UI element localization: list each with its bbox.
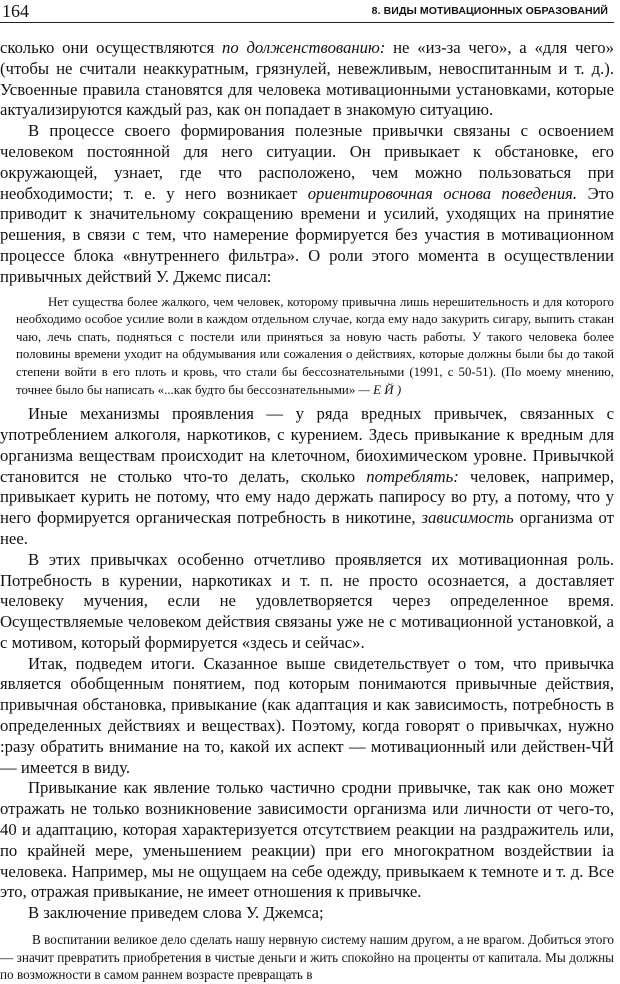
page-number: 164: [2, 1, 29, 21]
text-run: Это приводит к значительному сокращению времени и усилий, уходящих на принятие решения, в связи с тем, что намерение формируется без участия в мотивационном процессе блока «внутреннего фильтра». О роли этого момента в осуществлении привычных действий У. Джемс писал:: [0, 183, 614, 286]
text-run: человек, например, привыкает курить не потому, что ему надо держать папиросу во рту, а потому, что у него формируется органическая потребность в никотине,: [0, 466, 615, 528]
paragraph-7: В заключение приведем слова У. Джемса;: [28, 903, 324, 923]
italic-term: потреблять:: [366, 466, 459, 486]
running-header: 8. ВИДЫ МОТИВАЦИОННЫХ ОБРАЗОВАНИЙ: [371, 5, 608, 17]
block-quote-james: [16, 294, 614, 400]
text-run: организма от нее.: [0, 508, 614, 548]
paragraph-5: Итак, подведем итоги. Сказанное выше свидетельствует о том, что привычка является обобщенным понятием, под которым понимаются привычные действия, привычная обстановка, привыкание (как адаптация и как зависимость, потребность в определенных действиях и веществах). Поэтому, когда говорят о привычках, нужно :разу обратить внимание на то, какой их аспект — мотивационный или действен-ЧЙ — имеется в виду.: [0, 653, 614, 777]
page-body: [0, 38, 614, 984]
italic-term: ориентировочная основа поведения.: [307, 183, 578, 203]
paragraph-3: [0, 404, 614, 550]
quote-text: Нет существа более жалкого, чем человек, которому привычна лишь нерешительность и для которого необходимо особое усилие воли в каждом отдельном случае, когда ему надо закурить сигару, выпить стакан чаю, лечь спать, подняться с постели или приняться за новую часть работы. У такого человека более половины времени уходит на обдумывания или сожаления о действиях, которые должны были бы до такой степени войти в его плоть и кровь, что стали бы бессознательными (1991, с 50-51). (По моему мнению, точнее было бы написать «...как будто бы бессознательными»: [16, 294, 614, 397]
text-run: В процессе своего формирования полезные привычки связаны с освоением человеком постоянной для него ситуации. Он привыкает к обстановке, его окружающей, узнает, где что расположено, чем можно пользоваться при необходимости; т. е. у него возникает: [0, 121, 614, 203]
paragraph-1: [0, 38, 614, 121]
text-run: не «из-за чего», а «для чего» (чтобы не считали неаккуратным, грязнулей, невежливым, невоспитанным и т. д.). Усвоенные правила становятся для человека мотивационными установками, которые актуализируются каждый раз, как он попадает в знакомую ситуацию.: [0, 38, 614, 120]
italic-term: зависимость: [421, 508, 514, 528]
paragraph-6: Привыкание как явление только частично сродни привычке, так как оно может отражать не только возникновение зависимости организма или личности от чего-то, 40 и адаптацию, которая характеризуется отсутствием реакции на раздражитель или, по крайней мере, уменьшением реакции) при его многократном воздействии іа человека. Например, мы не ощущаем на себе одежду, привыкаем к темноте и т. д. Все это, отражая привыкание, не имеет отношения к привычке.: [0, 778, 614, 902]
text-run: сколько они осуществляются: [0, 38, 222, 57]
paragraph-4: В этих привычках особенно отчетливо проявляется их мотивационная роль. Потребность в курении, наркотиках и т. п. не просто осознается, а доставляет человеку мучения, если не удовлетворяется через определенное время. Осуществляемые человеком действия связаны уже не с мотивационной установкой, а с мотивом, который формируется «здесь и сейчас».: [0, 549, 614, 652]
paragraph-2: [0, 121, 614, 287]
block-quote-james-2: В воспитании великое дело сделать нашу нервную систему нашим другом, а не врагом. Добиться этого — значит превратить приобретения в чистые деньги и жить спокойно на проценты от капитала. Мы должны по возможности в самом раннем возрасте превращать в: [0, 932, 614, 983]
text-run: Иные механизмы проявления — у ряда вредных привычек, связанных с употреблением алкоголя, наркотиков, с курением. Здесь привыкание к вредным для организма веществам происходит на клеточном, биохимическом уровне. Привычкой становится не столько что-то делать, сколько: [0, 404, 614, 486]
quote-attribution: — Е Й ): [358, 382, 402, 397]
italic-term: по долженствованию:: [222, 38, 386, 57]
header-rule: [0, 22, 614, 23]
